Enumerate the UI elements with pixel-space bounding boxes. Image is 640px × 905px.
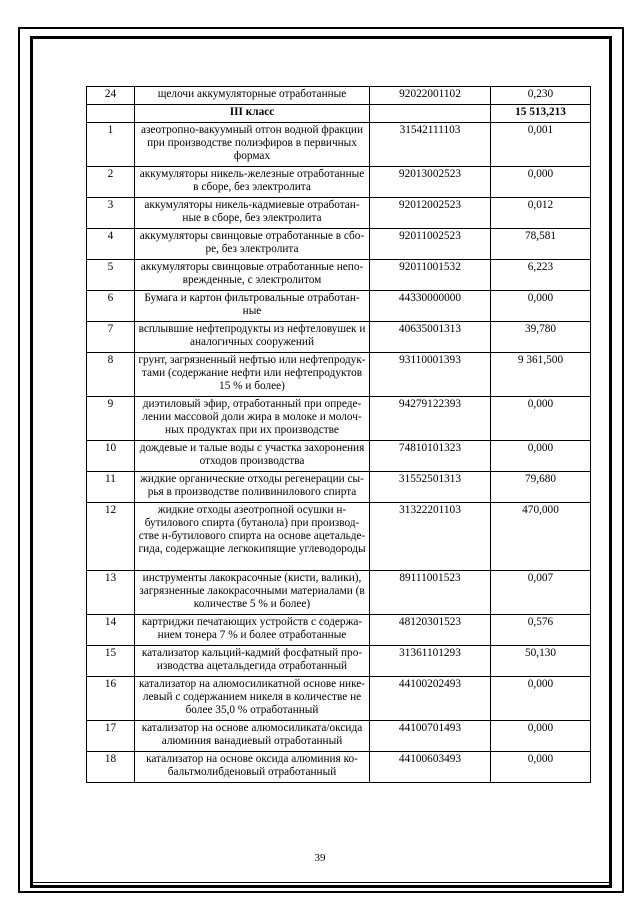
- row-number-cell: 3: [87, 198, 135, 229]
- row-number-cell: 13: [87, 571, 135, 615]
- waste-code-cell: 48120301523: [370, 615, 491, 646]
- row-number-cell: 5: [87, 260, 135, 291]
- waste-code-cell: 44100202493: [370, 677, 491, 721]
- waste-name-cell: катализатор на основе оксида алюминия ко-бальтмолибденовый отработанный: [135, 752, 370, 783]
- waste-name-cell: аккумуляторы никель-кадмиевые отработан-ные в сборе, без электролита: [135, 198, 370, 229]
- waste-code-cell: 31361101293: [370, 646, 491, 677]
- table-row: [87, 291, 591, 322]
- waste-name-cell: катализатор на алюмосиликатной основе нике-левый с содержанием никеля в количестве не более 35,0 % отработанный: [135, 677, 370, 721]
- row-number-cell: 18: [87, 752, 135, 783]
- waste-code-cell: 92013002523: [370, 167, 491, 198]
- row-number-cell: 12: [87, 503, 135, 571]
- waste-code-cell: 92011001532: [370, 260, 491, 291]
- waste-name-cell: всплывшие нефтепродукты из нефтеловушек и аналогичных сооружений: [135, 322, 370, 353]
- waste-code-cell: 44330000000: [370, 291, 491, 322]
- waste-name-cell: Бумага и картон фильтровальные отработан-ные: [135, 291, 370, 322]
- table-row: [87, 571, 591, 615]
- waste-code-cell: 44100603493: [370, 752, 491, 783]
- table-row: [87, 198, 591, 229]
- row-number-cell: 7: [87, 322, 135, 353]
- table-row: [87, 260, 591, 291]
- waste-code-cell: 31542111103: [370, 123, 491, 167]
- table-row: [87, 646, 591, 677]
- table-row: [87, 123, 591, 167]
- waste-name-cell: аккумуляторы свинцовые отработанные непо-врежденные, с электролитом: [135, 260, 370, 291]
- waste-name-cell: грунт, загрязненный нефтью или нефтепродук-тами (содержание нефти или нефтепродуктов 15 % и более): [135, 353, 370, 397]
- waste-code-cell: 92011002523: [370, 229, 491, 260]
- table-row: [87, 353, 591, 397]
- waste-code-cell: 40635001313: [370, 322, 491, 353]
- table-row: [87, 615, 591, 646]
- row-number-cell: 16: [87, 677, 135, 721]
- waste-code-cell: 31322201103: [370, 503, 491, 571]
- row-number-cell: 4: [87, 229, 135, 260]
- page-border-bottom-line: [30, 882, 612, 883]
- table-row: [87, 322, 591, 353]
- waste-name-cell: инструменты лакокрасочные (кисти, валики), загрязненные лакокрасочными материалами (в количестве 5 % и более): [135, 571, 370, 615]
- waste-name-cell: катализатор на основе алюмосиликата/оксида алюминия ванадиевый отработанный: [135, 721, 370, 752]
- row-number-cell: 9: [87, 397, 135, 441]
- waste-code-cell: 94279122393: [370, 397, 491, 441]
- waste-name-cell: жидкие отходы азеотропной осушки н-бутилового спирта (бутанола) при производ-стве н-бутилового спирта на основе ацетальде-гида, содержащие легкокипящие углеводороды: [135, 503, 370, 571]
- row-number-cell: 15: [87, 646, 135, 677]
- waste-code-cell: 44100701493: [370, 721, 491, 752]
- table-row: [87, 397, 591, 441]
- waste-mass-cell: 79,680: [491, 472, 591, 503]
- row-number-cell: 24: [87, 87, 135, 105]
- waste-mass-cell: 0,576: [491, 615, 591, 646]
- table-row: [87, 752, 591, 783]
- waste-mass-cell: 50,130: [491, 646, 591, 677]
- waste-code-cell: 93110001393: [370, 353, 491, 397]
- waste-mass-cell: 0,012: [491, 198, 591, 229]
- row-number-cell: [87, 105, 135, 123]
- waste-mass-cell: 6,223: [491, 260, 591, 291]
- class-heading-row: [87, 105, 591, 123]
- table-row: [87, 472, 591, 503]
- waste-code-cell: [370, 105, 491, 123]
- table-row: [87, 721, 591, 752]
- row-number-cell: 1: [87, 123, 135, 167]
- row-number-cell: 14: [87, 615, 135, 646]
- waste-mass-cell: 0,001: [491, 123, 591, 167]
- waste-mass-cell: 470,000: [491, 503, 591, 571]
- waste-name-cell: щелочи аккумуляторные отработанные: [135, 87, 370, 105]
- waste-mass-cell: 0,000: [491, 752, 591, 783]
- waste-code-cell: 89111001523: [370, 571, 491, 615]
- waste-mass-cell: 39,780: [491, 322, 591, 353]
- row-number-cell: 8: [87, 353, 135, 397]
- row-number-cell: 10: [87, 441, 135, 472]
- waste-mass-cell: 0,000: [491, 167, 591, 198]
- waste-mass-cell: 0,000: [491, 677, 591, 721]
- waste-mass-cell: 0,230: [491, 87, 591, 105]
- row-number-cell: 11: [87, 472, 135, 503]
- table-row: [87, 441, 591, 472]
- table-row: [87, 677, 591, 721]
- waste-table: [86, 86, 591, 783]
- waste-mass-cell: 15 513,213: [491, 105, 591, 123]
- waste-name-cell: азеотропно-вакуумный отгон водной фракции при производстве полиэфиров в первичных формах: [135, 123, 370, 167]
- table-row: [87, 503, 591, 571]
- waste-mass-cell: 78,581: [491, 229, 591, 260]
- waste-code-cell: 74810101323: [370, 441, 491, 472]
- waste-name-cell: диэтиловый эфир, отработанный при опреде-лении массовой доли жира в молоке и молоч-ных продуктах при их производстве: [135, 397, 370, 441]
- table-row: [87, 87, 591, 105]
- waste-code-cell: 92022001102: [370, 87, 491, 105]
- waste-mass-cell: 0,000: [491, 441, 591, 472]
- waste-table-body: [87, 87, 591, 783]
- row-number-cell: 17: [87, 721, 135, 752]
- table-row: [87, 167, 591, 198]
- waste-mass-cell: 0,007: [491, 571, 591, 615]
- row-number-cell: 6: [87, 291, 135, 322]
- table-row: [87, 229, 591, 260]
- waste-name-cell: III класс: [135, 105, 370, 123]
- waste-name-cell: картриджи печатающих устройств с содержа-нием тонера 7 % и более отработанные: [135, 615, 370, 646]
- waste-name-cell: аккумуляторы свинцовые отработанные в сбо-ре, без электролита: [135, 229, 370, 260]
- page-number: 39: [314, 852, 326, 864]
- waste-name-cell: дождевые и талые воды с участка захоронения отходов производства: [135, 441, 370, 472]
- row-number-cell: 2: [87, 167, 135, 198]
- waste-code-cell: 92012002523: [370, 198, 491, 229]
- waste-mass-cell: 0,000: [491, 291, 591, 322]
- waste-code-cell: 31552501313: [370, 472, 491, 503]
- waste-name-cell: жидкие органические отходы регенерации сы-рья в производстве поливинилового спирта: [135, 472, 370, 503]
- waste-mass-cell: 0,000: [491, 721, 591, 752]
- waste-mass-cell: 9 361,500: [491, 353, 591, 397]
- waste-mass-cell: 0,000: [491, 397, 591, 441]
- waste-name-cell: катализатор кальций-кадмий фосфатный про-изводства ацетальдегида отработанный: [135, 646, 370, 677]
- waste-name-cell: аккумуляторы никель-железные отработанные в сборе, без электролита: [135, 167, 370, 198]
